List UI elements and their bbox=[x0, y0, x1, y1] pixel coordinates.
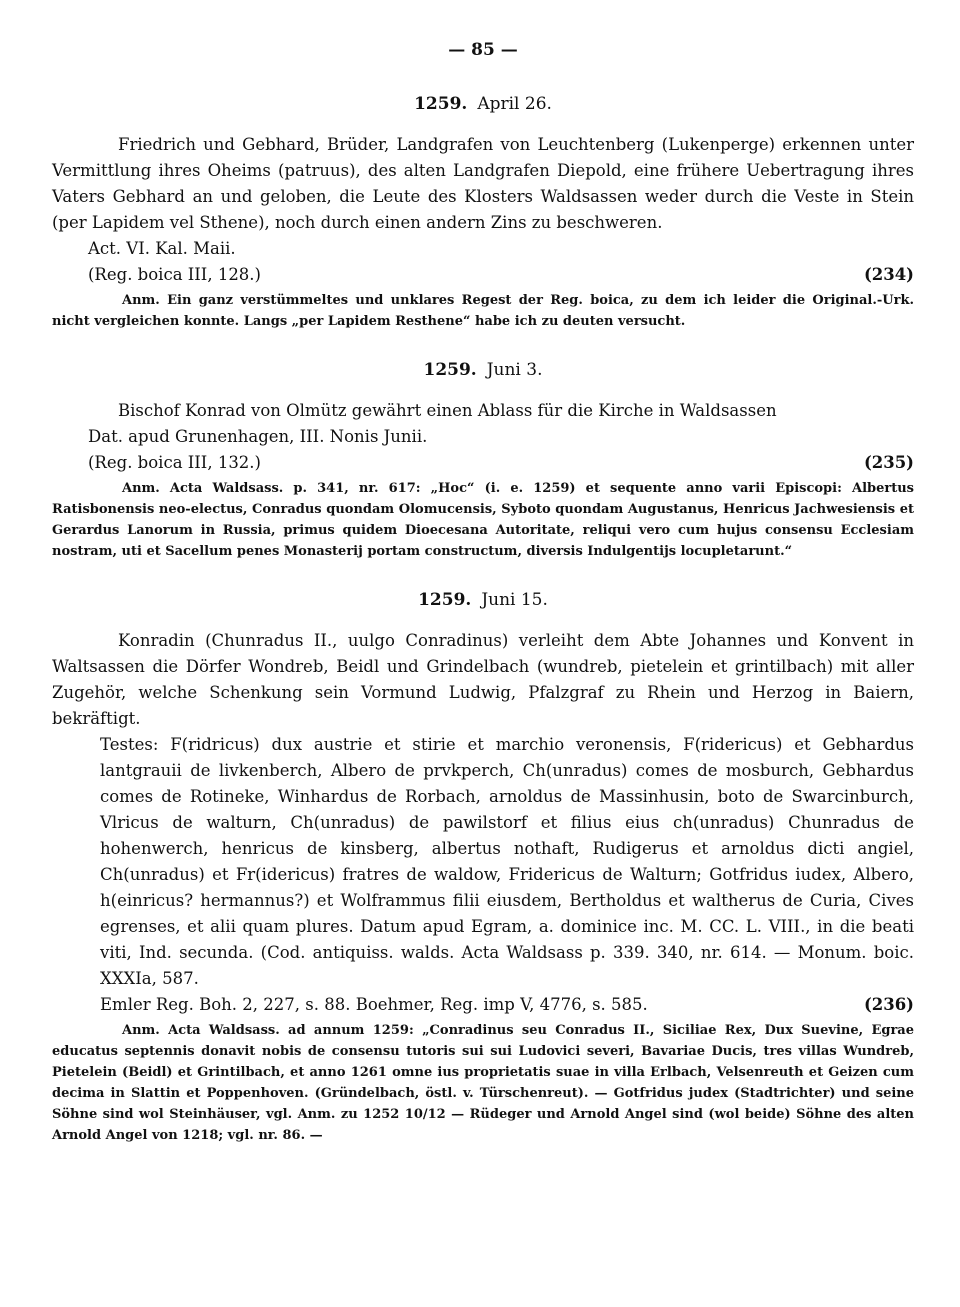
entry-text: Friedrich und Gebhard, Brüder, Landgrafen von Leuchtenberg (Lukenperge) erkennen unter Vermittlung ihres Oheims (patruus), des alten Landgrafen Diepold, eine frühere Uebertragung ihres Vaters Gebhard an und geloben, die Leute des Klosters Waldsassen weder durch die Veste in Stein (per Lapidem vel Sthene), noch durch einen andern Zins zu beschweren. bbox=[52, 135, 914, 232]
entry-ref-row bbox=[52, 262, 914, 288]
entry-date bbox=[52, 360, 914, 380]
entry-year: 1259. bbox=[414, 94, 468, 114]
entry-day: Juni 3. bbox=[486, 360, 543, 380]
entry-note: Anm. Acta Waldsass. ad annum 1259: „Conradinus seu Conradus II., Siciliae Rex, Dux Suevine, Egrae educatus septennis donavit nobis de consensu tutoris sui sui Ludovici severi, Bavariae Ducis, tres villas Wundreb, Pietelein (Beidl) et Grintilbach, et anno 1261 omne ius proprietatis suae in villa Erlbach, Velsenreuth et Geizen cum decima in Slattin et Poppenhoven. (Gründelbach, östl. v. Türschenreut). — Gotfridus judex (Stadtrichter) und seine Söhne sind wol Steinhäuser, vgl. Anm. zu 1252 10/12 — Rüdeger und Arnold Angel sind (wol beide) Söhne des alten Arnold Angel von 1218; vgl. nr. 86. — bbox=[52, 1023, 914, 1143]
entry-ref-row bbox=[52, 450, 914, 476]
entry-ref: (Reg. boica III, 128.) bbox=[88, 265, 261, 284]
entry-note: Anm. Ein ganz verstümmeltes und unklares Regest der Reg. boica, zu dem ich leider die Original.-Urk. nicht vergleichen konnte. Langs „per Lapidem Resthene“ habe ich zu deuten versucht. bbox=[52, 293, 914, 329]
entry-day: April 26. bbox=[477, 94, 552, 114]
entry-year: 1259. bbox=[423, 360, 477, 380]
entry-testes: Testes: F(ridricus) dux austrie et stirie et marchio veronensis, F(ridericus) et Gebhardus lantgrauii de livkenberch, Albero de prvkperch, Ch(unradus) comes de mosburch, Gebhardus comes de Rotineke, Winhardus de Rorbach, arnoldus de Massinhusin, boto de Swarcinburch, Vlricus de walturn, Ch(unradus) de pawilstorf et filius eius ch(unradus) Chunradus de hohenwerch, henricus de kinsberg, albertus nothaft, Rudigerus et arnoldus dicti angiel, Ch(unradus) et Fr(idericus) fratres de waldow, Fridericus de Walturn; Gotfridus iudex, Albero, h(einricus? hermannus?) et Wolframmus filii eiusdem, Bertholdus et waltherus de Curia, Cives egrenses, et alii quam plures. Datum apud Egram, a. dominice inc. M. CC. L. VIII., in die beati viti, Ind. secunda. (Cod. antiquiss. walds. Acta Waldsass p. 339. 340, nr. 614. — Monum. boic. XXXIa, 587. bbox=[100, 735, 914, 988]
entry-date bbox=[52, 590, 914, 610]
entry-ref-row bbox=[52, 992, 914, 1018]
entry-text: Bischof Konrad von Olmütz gewährt einen Ablass für die Kirche in Waldsassen bbox=[118, 401, 777, 420]
entry-act: Dat. apud Grunenhagen, III. Nonis Junii. bbox=[88, 427, 428, 446]
entry-number: (236) bbox=[863, 995, 914, 1014]
entry-note: Anm. Acta Waldsass. p. 341, nr. 617: „Hoc“ (i. e. 1259) et sequente anno varii Episcopi: Albertus Ratisbonensis neo-electus, Conradus quondam Olomucensis, Syboto quondam Augustanus, Henricus Jachwesiensis et Gerardus Lanorum in Russia, primus quidem Dioecesana Autoritate, reliqui vero cum hujus consensu Ecclesiam nostram, uti et Sacellum penes Monasterij portam constructum, diversis Indulgentijs locupletarunt.“ bbox=[52, 481, 914, 559]
entry-ref: (Reg. boica III, 132.) bbox=[88, 453, 261, 472]
entry-year: 1259. bbox=[418, 590, 472, 610]
entry-number: (234) bbox=[863, 265, 914, 284]
entry-date bbox=[52, 94, 914, 114]
page-number: — 85 — bbox=[448, 40, 518, 60]
entry-number: (235) bbox=[863, 453, 914, 472]
entry-text: Konradin (Chunradus II., uulgo Conradinus) verleiht dem Abte Johannes und Konvent in Waltsassen die Dörfer Wondreb, Beidl und Grindelbach (wundreb, pietelein et grintilbach) mit aller Zugehör, welche Schenkung sein Vormund Ludwig, Pfalzgraf zu Rhein und Herzog in Baiern, bekräftigt. bbox=[52, 631, 914, 728]
entry-ref: Emler Reg. Boh. 2, 227, s. 88. Boehmer, Reg. imp V, 4776, s. 585. bbox=[100, 995, 648, 1014]
page bbox=[52, 40, 914, 1146]
entry-day: Juni 15. bbox=[481, 590, 548, 610]
entry-act: Act. VI. Kal. Maii. bbox=[88, 239, 236, 258]
